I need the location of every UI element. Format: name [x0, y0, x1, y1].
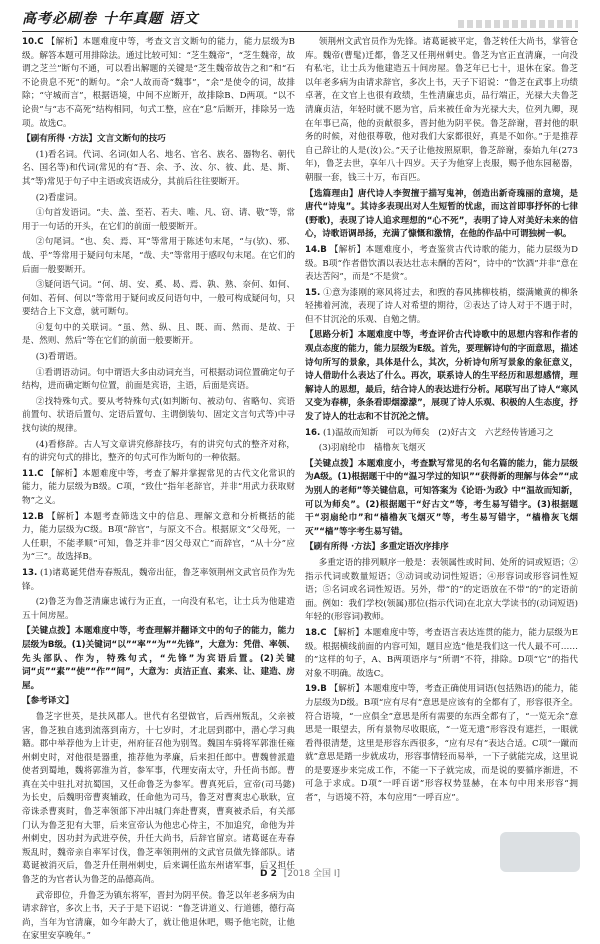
- section-heading: 【刷有所得 ·方法】多重定语次序排序: [305, 542, 449, 553]
- body-paragraph: ②找特殊句式。要从考特殊句式(如判断句、被动句、省略句、宾语前置句、状语后置句、定语后置句、主谓倒装句、固定文言句式等)中寻找句读的规律。: [22, 396, 295, 435]
- answer-item: [22, 36, 295, 131]
- body-paragraph: ③疑问语气词。“何、胡、安、奚、曷、焉、孰、熟、奈何、如何、何如、若何、何以”等常用于疑问或反问语句中，一般可构成疑问句，只要结合上下文意，就可断句。: [22, 280, 295, 318]
- question-number: 11.C: [22, 468, 44, 479]
- answer-text: 【解析】本题难度小，考查鉴赏古代诗歌的能力，能力层级为D级。B项“作者借饮酒以表达壮志未酬的苦闷”，诗中的“饮酒”并非“意在表达苦闷”，而是“不是赏”。: [305, 244, 578, 283]
- body-paragraph: 多重定语的排列顺序一般是：表领属性或时间、处所的词或短语；②指示代词或数量短语；③动词或动词性短语；④形容词或形容词性短语；⑤名词或名词性短语。另外，带“的”的定语放在不带“的”的定语前面。例如：我们学校(领属)那位(指示代词)在北京大学读书的(动词短语)年轻的(形容词)教师。: [305, 557, 578, 623]
- answer-text: (1)温故而知新 可以为师矣 (2)好古文 六艺经传皆通习之: [322, 427, 554, 438]
- answer-item: [305, 627, 578, 681]
- answer-text: (1)诸葛诞凭借寿春叛乱，魏帝出征，鲁芝率领荆州文武官员作为先锋。: [22, 567, 295, 592]
- body-paragraph: (2)看虚词。: [35, 192, 83, 203]
- body-paragraph: (3)羽扇纶巾 樯橹灰飞烟灭: [318, 443, 426, 454]
- header-title: 高考必刷卷 十年真题 语文: [22, 11, 199, 27]
- answer-item: [305, 683, 578, 805]
- answer-item: [305, 427, 578, 441]
- question-number: 14.B: [305, 244, 327, 255]
- answer-text: 【解析】本题难度中等，考查语言表达连贯的能力，能力层级为E级。根据横线前面的内容可知，题目应选“他是我们这一代人最不可……的”这样的句子，A、B两项语序与“所谓”不符，排除。D项“它”的指代对象不明确。故选C。: [305, 627, 578, 679]
- answer-item: [305, 244, 578, 285]
- question-number: 10.C: [22, 37, 44, 47]
- page-number: D 2: [259, 869, 277, 879]
- section-heading: 【参考译文】: [22, 696, 74, 707]
- answer-text: 【解析】本题难度中等，考查文言文断句的能力，能力层级为B级。解答本题可用排除法。通过比较可知：“芝生魏帝”，“芝生魏帝，故谓之芝兰”断句不通，可以看出解题的关键是“芝生魏帝故告之和”和“石不论贵息不死”的断句。“余”人故而奇“魏事”，“余”是使令的词，故排除；“守城而言”，根据语境，中间不应断开，故排除B、D两项。“以不论贵”与“志不高死”结构相同，句式工整，应在“息”后断开，排除另一选项。故选C。: [22, 37, 295, 129]
- body-paragraph: 武帝即位，升鲁芝为镇东将军，晋封为阴平侯。鲁芝以年老多病为由请求辞官，多次上书，天子于是下诏说：“鲁芝讲道义、行道德，德行高尚，当年为官清廉，如今年龄大了，就让他退休吧，赐予他宅院，让他在家里安享晚年。”: [22, 890, 295, 942]
- answer-text: 【解析】本题难度中等，考查正确使用词语(包括熟语)的能力，能力层级为D级。B项“应有尽有”意思是应该有的全都有了，形容很齐全。符合语境，“一应俱全”意思是所有需要的东西全都有了，“一览无余”意思是一眼望去，所有景物尽收眼底，“一览无遗”形容没有遮拦，一眼就看得很清楚，这里是形容东西很多，“应有尽有”表达合适。C项“一蹴而就”意思是踏一步就成功，形容事情轻而易举，一下子就能完成，这里说的是要逐步来完成工作，不能一下子就完成，而是说的要循序渐进，不可急于求成。D项“一呼百诺”形容权势显赫，在本句中用来形容“拥者”，与语境不符，本句应用“一呼百应”。: [305, 684, 578, 804]
- right-column: [305, 36, 578, 856]
- answer-text: 【解析】本题考查筛选文中的信息、理解文意和分析概括的能力，能力层级为C级。B项“辞官”，与原文不合。根据原文“父母死，一人任职，不能孝顺”可知，鲁芝并非“因父母双亡”而辞官，“从十分”应为“三”。故选择B。: [22, 511, 295, 563]
- section-heading: 【关键点拨】本题难度中等，考查理解并翻译文中的句子的能力，能力层级为B级。(1)关键词“以”“率”“为”“先锋”，大意为：凭借、率领、先头部队、作为，特殊句式，“先锋”为宾语后置。(2)关键词“贞”“素”“使”“作”“间”，大意为：贞洁正直、素来、让、建造、房屋。: [22, 626, 295, 691]
- page-header: [22, 8, 578, 32]
- question-number: 12.B: [22, 511, 44, 522]
- body-paragraph: 领荆州文武官员作为先锋。诸葛诞被平定，鲁芝转任大尚书，掌管仓库。魏帝(曹髦)迁都，鲁芝又任荆州刺史。鲁芝为官正直清廉，一向没有私宅，让士兵为他建造五十间房屋。鲁芝年已七十，退休在家。鲁芝以年老多病为由请求辞官，多次上书，天子下诏说：“鲁芝在武事上功绩卓著，在文官上也很有政绩，生性清廉忠贞，品行端正，光禄大夫鲁芝清廉贞洁，年轻时就不愿为官，后来被任命为光禄大夫，位列九卿，现在年事已高，他的贡献很多，晋封他为阴平侯。鲁芝辞谢，晋封他的职务的时候，对他很尊敬，他对我们大家都很好，真是不如你。”于是推荐自己辞让的人是(汝)公。”天子让他按照原职，鲁芝辞谢，泰始九年(273年)，鲁芝去世，享年八十四岁。天子为他穿上丧服，赐予他东园秘器，朝服一套，钱三十万，布百匹。: [305, 37, 578, 183]
- answer-item: [22, 468, 295, 509]
- body-paragraph: (1)看名词。代词、名词(如人名、地名、官名、族名、器物名、朝代名、国名等)和代词(常见的有“吾、余、予、汝、尔、彼、此、是、斯、其”等)常见于句子中主语或宾语成分，其前后往往要断开。: [22, 149, 295, 187]
- body-paragraph: ①句首发语词。“夫、盖、至若、若夫、唯、凡、窃、请、敬”等，常用于一句话的开头，在它们的前面一般要断开。: [22, 208, 295, 232]
- section-heading: 【思路分析】本题难度中等，考查评价古代诗歌中的思想内容和作者的观点态度的能力，能力层级为E级。首先，要理解诗句的字面意思，描述诗句所写的景象，具体是什么，其次，分析诗句所写景象的象征意义，诗人借助什么表达了什么。再次，联系诗人的生平经历和思想感情，理解诗人的思想，最后，结合诗人的表达进行分析。尾联写出了诗人“寒风又变为春柳，条条看即烟濛濛”，展现了诗人乐观、积极的人生态度，抒发了诗人的壮志和不甘沉沦之情。: [305, 330, 578, 423]
- body-paragraph: 鲁芝字世英，是扶风郡人。世代有名望做官，后西州叛乱，父亲被害，鲁芝独自逃到流落到南方，十七岁时，才北居到郡中，潜心学习典籍。郡中举荐他为上计吏，州府征召他为别驾。魏国车骑将军郭淮任雍州刺史时，对他很是器重，推荐他为孝廉，后来担任郎中。曹魏曾派遣使者到蜀地，魏将郭淮为首，参军事，代理安南太守，升任尚书郎。曹真在关中驻扎对抗蜀国，又任命鲁芝为参军。曹真死后，宣帝(司马懿)为长史，后魏明帝曹爽辅政，任命他为司马，鲁芝对曹爽忠心耿耿，宣帝诛杀曹爽时，鲁芝率领部下冲出城门奔赴曹爽，曹爽被杀后，有关部门认为鲁芝犯有大罪，后来宣帝认为他忠心侍主，不加追究，命他为并州刺史，因功封为武进亭侯，升任大尚书，后辞官留京。诸葛诞在寿春叛乱时，魏帝亲自率军讨伐，鲁芝率领荆州的文武官员做先锋部队。诸葛诞被消灭后，鲁芝升任荆州刺史，后来调任监东州诸军事，后又担任鲁芝的为官者认为鲁芝的品德高尚。: [22, 711, 295, 886]
- answer-text: 【解析】本题难度中等，考查了解并掌握常见的古代文化常识的能力，能力层级为B级。C项，“致仕”指年老辞官，并非“用武力获取财物”之义。: [22, 468, 295, 506]
- question-number: 18.C: [305, 627, 327, 638]
- answer-item: [22, 511, 295, 565]
- body-paragraph: (3)看谓语。: [35, 352, 83, 363]
- header-decoration: [458, 20, 578, 28]
- question-number: 13.: [22, 567, 38, 578]
- edition-label: [2018 全国 I]: [283, 869, 341, 879]
- answer-item: [305, 287, 578, 328]
- question-number: 15.: [305, 287, 321, 298]
- question-number: 19.B: [305, 684, 327, 695]
- page-footer: [0, 866, 600, 879]
- body-paragraph: ④复句中的关联词。“虽、然、纵、且、既、而、然而、是故、于是、然则、然后”等在它们的前面一般要断开。: [22, 322, 295, 347]
- section-heading: 【选篇理由】唐代诗人李贺擅于描写鬼神，创造出新奇瑰丽的意境，是唐代“诗鬼”。其诗多表现出对人生短暂的忧虑，而这首即事抒怀的七律(野歌)，表现了诗人追求理想的“心不死”，表明了诗人对美好未来的信心，诗歌语调昂扬，充满了慷慨和激情，在他的作品中可谓独树一帜。: [305, 188, 578, 240]
- section-heading: 【关键点拨】本题难度小，考查默写常见的名句名篇的能力，能力层级为A级。(1)根据题干中的“温习学过的知识”“获得新的理解与体会”“成为别人的老师”等关键信息，可知答案为《论语·为政》中“温故而知新，可以为师矣”。(2)根据题干“好古文”等，考生易写错字。(3)根据题干“羽扇纶巾”和“樯橹灰飞烟灭”等，考生易写错字，“樯橹灰飞烟灭”“樯”等字考生易写错。: [305, 458, 578, 537]
- body-paragraph: (2)鲁芝为鲁芝清廉忠诚行为正直，一向没有私宅，让士兵为他建造五十间房屋。: [22, 597, 295, 621]
- body-paragraph: (4)看修辞。古人写文章讲究修辞技巧，有的讲究句式的整齐对称，有的讲究句式的排比，整齐的句式可作为断句的一种依据。: [22, 439, 295, 464]
- answer-item: [22, 567, 295, 594]
- body-paragraph: ①看谓语动词。句中谓语大多由动词充当，可根据动词位置确定句子结构，进而确定断句位置，前面是宾语，主语，后面是宾语。: [22, 367, 295, 392]
- answer-text: ①意为漆刚的寒风将过去，和煦的春风拂柳枝梢，缀满嫩黄的柳条轻拂着河流，表现了诗人对希望的期待，②表达了诗人对于不遇于时，但不甘沉沦的乐观、自勉之情。: [305, 287, 578, 325]
- question-number: 16.: [305, 427, 321, 438]
- section-heading: 【刷有所得 ·方法】文言文断句的技巧: [22, 134, 166, 145]
- body-paragraph: ②句尾词。“也、矣、焉、耳”等常用于陈述句末尾，“与(欤)、邪、哉、乎”等常用于疑问句末尾，“哉、夫”等常用于感叹句末尾。在它们的后面一般要断开。: [22, 237, 295, 275]
